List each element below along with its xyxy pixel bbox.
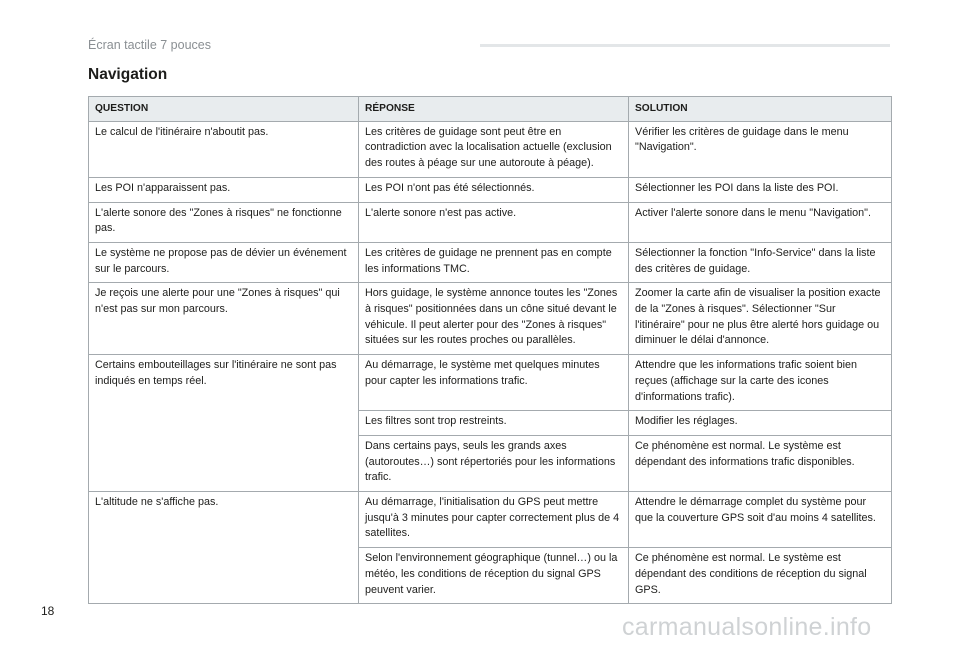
table-row	[89, 355, 892, 411]
question-cell: Le système ne propose pas de dévier un événement sur le parcours.	[89, 242, 359, 282]
section-title: Navigation	[88, 66, 168, 83]
response-cell: Selon l'environnement géographique (tunnel…) ou la météo, les conditions de réception du signal GPS peuvent varier.	[359, 548, 629, 604]
solution-cell: Ce phénomène est normal. Le système est dépendant des conditions de réception du signal GPS.	[629, 548, 892, 604]
table-row	[89, 492, 892, 548]
question-cell: L'altitude ne s'affiche pas.	[89, 492, 359, 604]
solution-cell: Zoomer la carte afin de visualiser la position exacte de la "Zones à risques". Sélectionner "Sur l'itinéraire" pour ne plus être alerté hors guidage ou diminuer le délai d'annonce.	[629, 283, 892, 355]
solution-cell: Ce phénomène est normal. Le système est dépendant des informations trafic disponibles.	[629, 435, 892, 491]
table-row	[89, 202, 892, 242]
response-cell: Au démarrage, le système met quelques minutes pour capter les informations trafic.	[359, 355, 629, 411]
question-cell: Le calcul de l'itinéraire n'aboutit pas.	[89, 121, 359, 177]
response-cell: Les critères de guidage ne prennent pas en compte les informations TMC.	[359, 242, 629, 282]
response-cell: L'alerte sonore n'est pas active.	[359, 202, 629, 242]
solution-cell: Activer l'alerte sonore dans le menu "Navigation".	[629, 202, 892, 242]
troubleshooting-table	[88, 96, 892, 604]
question-cell: Je reçois une alerte pour une "Zones à risques" qui n'est pas sur mon parcours.	[89, 283, 359, 355]
response-cell: Les critères de guidage sont peut être en contradiction avec la localisation actuelle (exclusion des routes à péage sur une autoroute à péage).	[359, 121, 629, 177]
solution-cell: Attendre que les informations trafic soient bien reçues (affichage sur la carte des icones d'informations trafic).	[629, 355, 892, 411]
page-number: 18	[41, 604, 55, 618]
table-header-row	[89, 97, 892, 122]
header-title: Écran tactile 7 pouces	[88, 38, 211, 52]
table-row	[89, 283, 892, 355]
solution-cell: Attendre le démarrage complet du système pour que la couverture GPS soit d'au moins 4 satellites.	[629, 492, 892, 548]
column-header-response: RÉPONSE	[359, 97, 629, 122]
response-cell: Les filtres sont trop restreints.	[359, 411, 629, 436]
question-cell: Les POI n'apparaissent pas.	[89, 177, 359, 202]
response-cell: Les POI n'ont pas été sélectionnés.	[359, 177, 629, 202]
table-row	[89, 121, 892, 177]
response-cell: Hors guidage, le système annonce toutes les "Zones à risques" positionnées dans un cône situé devant le véhicule. Il peut alerter pour des "Zones à risques" situées sur les routes proches ou parallèles.	[359, 283, 629, 355]
solution-cell: Sélectionner la fonction "Info-Service" dans la liste des critères de guidage.	[629, 242, 892, 282]
table-row	[89, 177, 892, 202]
watermark: carmanualsonline.info	[622, 613, 872, 641]
header-rule	[480, 44, 890, 47]
column-header-question: QUESTION	[89, 97, 359, 122]
table-row	[89, 242, 892, 282]
column-header-solution: SOLUTION	[629, 97, 892, 122]
response-cell: Dans certains pays, seuls les grands axes (autoroutes…) sont répertoriés pour les informations trafic.	[359, 435, 629, 491]
question-cell: Certains embouteillages sur l'itinéraire ne sont pas indiqués en temps réel.	[89, 355, 359, 492]
response-cell: Au démarrage, l'initialisation du GPS peut mettre jusqu'à 3 minutes pour capter correctement plus de 4 satellites.	[359, 492, 629, 548]
solution-cell: Vérifier les critères de guidage dans le menu "Navigation".	[629, 121, 892, 177]
solution-cell: Modifier les réglages.	[629, 411, 892, 436]
solution-cell: Sélectionner les POI dans la liste des POI.	[629, 177, 892, 202]
question-cell: L'alerte sonore des "Zones à risques" ne fonctionne pas.	[89, 202, 359, 242]
